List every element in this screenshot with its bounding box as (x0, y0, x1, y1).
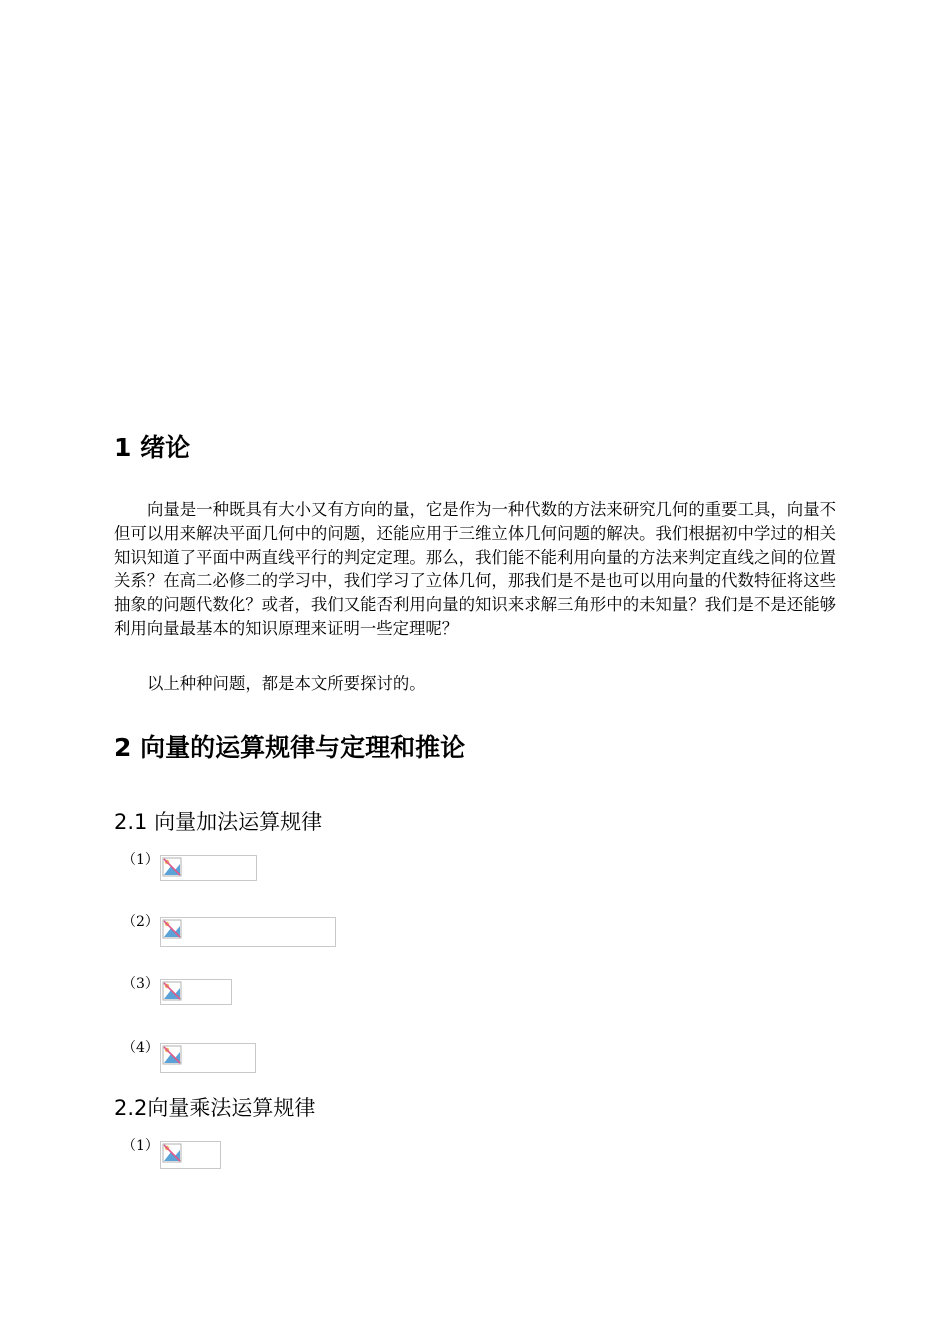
section-heading-intro: 1 绪论 (114, 433, 191, 462)
formula-number: （4） (122, 1040, 159, 1056)
formula-image (160, 855, 257, 881)
formula-number: （3） (122, 976, 159, 992)
broken-image-icon (162, 981, 182, 1001)
intro-paragraph-2 (114, 672, 836, 696)
formula-number: （1） (122, 1138, 159, 1154)
formula-image (160, 917, 336, 947)
formula-number: （2） (122, 914, 159, 930)
intro-paragraph-1-text: 向量是一种既具有大小又有方向的量，它是作为一种代数的方法来研究几何的重要工具，向量不但可以用来解决平面几何中的问题，还能应用于三维立体几何问题的解决。我们根据初中学过的相关知识知道了平面中两直线平行的判定定理。那么，我们能不能利用向量的方法来判定直线之间的位置关系？在高二必修二的学习中，我们学习了立体几何，那我们是不是也可以用向量的代数特征将这些抽象的问题代数化？或者，我们又能否利用向量的知识来求解三角形中的未知量？我们是不是还能够利用向量最基本的知识原理来证明一些定理呢？ (114, 500, 836, 638)
formula-image (160, 1141, 221, 1169)
broken-image-icon (162, 857, 182, 877)
broken-image-icon (162, 1143, 182, 1163)
subsection-heading-addition: 2.1 向量加法运算规律 (114, 810, 323, 834)
section-heading-rules: 2 向量的运算规律与定理和推论 (114, 733, 466, 762)
formula-image (160, 979, 232, 1005)
broken-image-icon (162, 1045, 182, 1065)
intro-paragraph-2-text: 以上种种问题，都是本文所要探讨的。 (147, 674, 426, 693)
intro-paragraph-1 (114, 498, 836, 641)
subsection-heading-multiplication: 2.2向量乘法运算规律 (114, 1096, 316, 1120)
formula-number: （1） (122, 852, 159, 868)
broken-image-icon (162, 919, 182, 939)
formula-image (160, 1043, 256, 1073)
